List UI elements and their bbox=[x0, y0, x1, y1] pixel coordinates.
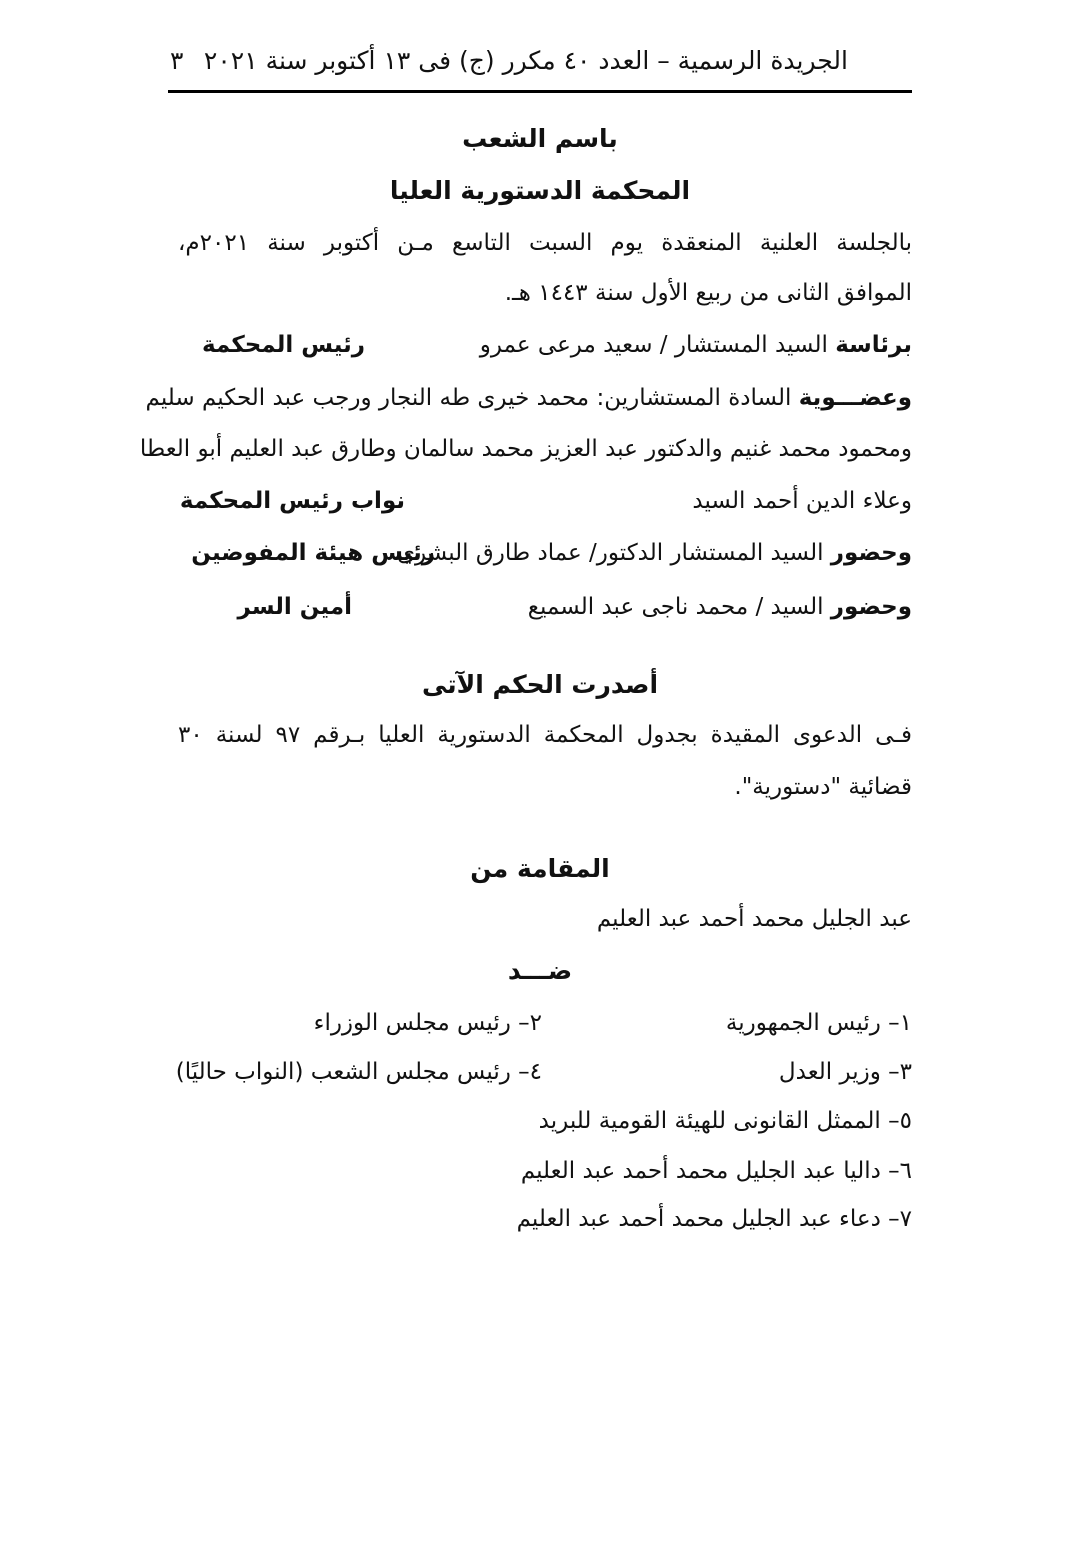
membership-line-3: وعلاء الدين أحمد السيد bbox=[692, 488, 912, 514]
heading-ruling: أصدرت الحكم الآتى bbox=[421, 670, 659, 699]
attendance-text-1: السيد المستشار الدكتور/ عماد طارق البشرى bbox=[397, 540, 824, 566]
session-line-1: بالجلسة العلنية المنعقدة يوم السبت التاسع مـن أكتوبر سنة ٢٠٢١م، bbox=[178, 230, 912, 256]
presidency-label: برئاسة bbox=[835, 332, 912, 358]
presidency-role: رئيس المحكمة bbox=[201, 332, 365, 358]
page-number: ٣ bbox=[170, 46, 184, 75]
presidency-line bbox=[480, 328, 912, 362]
defendant-item: ٣– وزير العدل bbox=[778, 1059, 912, 1085]
case-line-2: قضائية "دستورية". bbox=[734, 774, 912, 800]
attendance-commissioner-line bbox=[397, 536, 912, 570]
secretary-role: أمين السر bbox=[237, 594, 352, 620]
case-line-1: فـى الدعوى المقيدة بجدول المحكمة الدستورية العليا بـرقم ٩٧ لسنة ٣٠ bbox=[178, 722, 913, 748]
attendance-label-2: وحضور bbox=[830, 594, 912, 620]
defendant-item: ٤– رئيس مجلس الشعب (النواب حاليًا) bbox=[175, 1059, 542, 1085]
membership-role: نواب رئيس المحكمة bbox=[179, 488, 405, 514]
attendance-label-1: وحضور bbox=[830, 540, 912, 566]
commissioner-role: رئيس هيئة المفوضين bbox=[191, 540, 435, 566]
heading-in-the-name-of-people: باسم الشعب bbox=[462, 124, 618, 153]
gazette-title: الجريدة الرسمية – العدد ٤٠ مكرر (ج) فى ١٣ أكتوبر سنة ٢٠٢١ bbox=[203, 46, 848, 75]
header-divider bbox=[168, 90, 912, 93]
membership-text-1: السادة المستشارين: محمد خيرى طه النجار ورجب عبد الحكيم سليم bbox=[145, 385, 792, 411]
plaintiff-name: عبد الجليل محمد أحمد عبد العليم bbox=[596, 906, 912, 932]
defendant-item: ٧– دعاء عبد الجليل محمد أحمد عبد العليم bbox=[516, 1206, 912, 1232]
defendant-item: ٢– رئيس مجلس الوزراء bbox=[313, 1010, 542, 1036]
attendance-secretary-line bbox=[528, 590, 912, 624]
defendant-item: ٦– داليا عبد الجليل محمد أحمد عبد العليم bbox=[520, 1158, 912, 1184]
defendant-item: ١– رئيس الجمهورية bbox=[725, 1010, 912, 1036]
membership-line-2: ومحمود محمد غنيم والدكتور عبد العزيز محمد سالمان وطارق عبد العليم أبو العطا bbox=[139, 436, 912, 462]
membership-line-1 bbox=[145, 381, 912, 415]
heading-against: ضـــد bbox=[507, 956, 573, 985]
session-line-2: الموافق الثانى من ربيع الأول سنة ١٤٤٣ هـ. bbox=[504, 280, 912, 306]
presidency-text: السيد المستشار / سعيد مرعى عمرو bbox=[479, 332, 828, 358]
heading-court-name: المحكمة الدستورية العليا bbox=[389, 176, 691, 205]
heading-filed-by: المقامة من bbox=[470, 854, 610, 883]
page-header bbox=[168, 40, 910, 84]
membership-label: وعضـــوية bbox=[798, 385, 912, 411]
defendant-item: ٥– الممثل القانونى للهيئة القومية للبريد bbox=[538, 1108, 912, 1134]
attendance-text-2: السيد / محمد ناجى عبد السميع bbox=[527, 594, 824, 620]
